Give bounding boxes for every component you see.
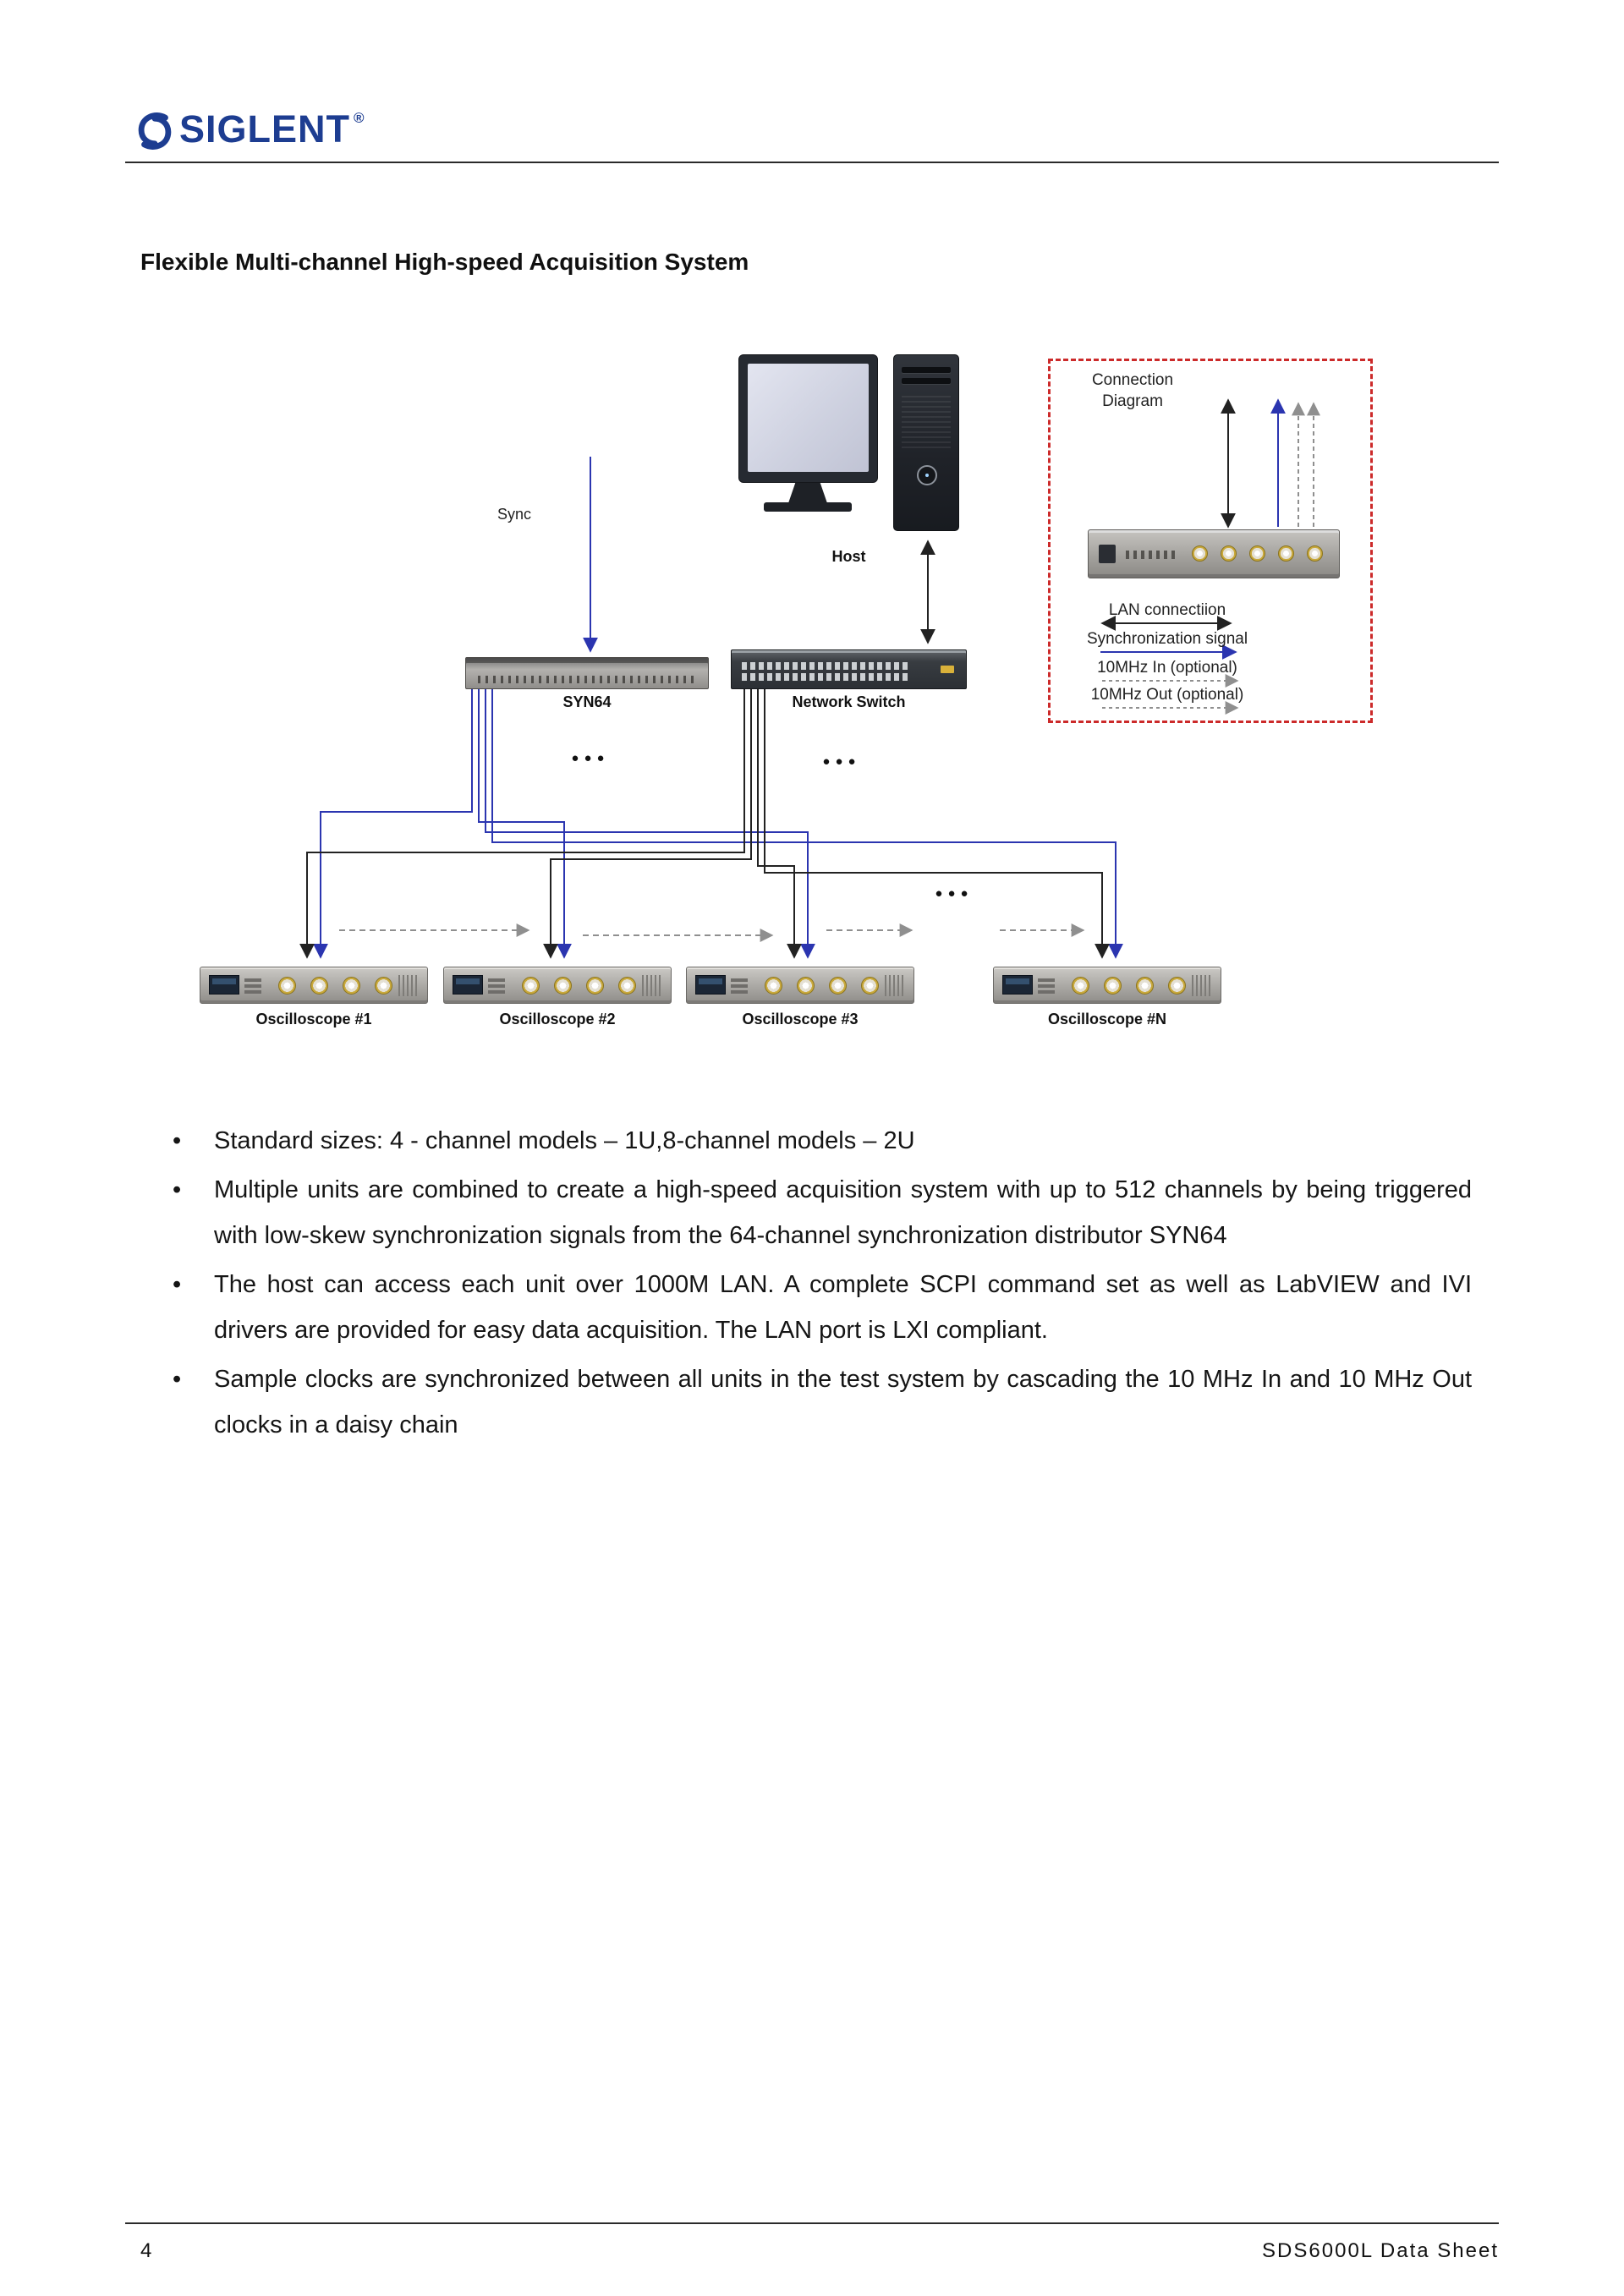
mini-device-ports [1126,551,1177,559]
ellipsis-dots: ●●● [571,751,610,765]
legend-lan: LAN connectiion [1108,601,1226,619]
bnc-connector-icon [554,977,572,995]
bnc-connector-icon [343,977,360,995]
bnc-connector-icon [1192,545,1208,562]
siglent-logo [134,108,365,152]
bnc-connector-icon [829,977,847,995]
bullet-marker: • [173,1127,182,1154]
tower-vent-grid [902,392,951,448]
sync-label: Sync [497,506,532,523]
bnc-connector-icon [1104,977,1122,995]
switch-port-row [742,673,911,681]
bnc-connector-icon [618,977,636,995]
scope-screen [1002,975,1033,995]
bullet-item [140,1118,1472,1164]
oscilloscope-1-label: Oscilloscope #1 [255,1011,372,1027]
oscilloscope-3-device [686,967,914,1004]
scope-keys [244,977,261,994]
bullet-text: Sample clocks are synchronized between all units in the test system by cascading the 10 MHz In and 10 MHz Out clocks in a daisy chain [214,1366,1472,1438]
ellipsis-dots: ●●● [935,886,974,901]
scope-vent [885,975,905,996]
acquisition-system-diagram [0,338,1624,1082]
footer-doc-title: SDS6000L Data Sheet [1262,2239,1499,2262]
oscilloscope-n-label: Oscilloscope #N [1047,1011,1167,1027]
bnc-connector-icon [1278,545,1294,562]
bnc-connector-icon [861,977,879,995]
bullet-text: Standard sizes: 4 - channel models – 1U,8-channel models – 2U [214,1127,915,1154]
page-title: Flexible Multi-channel High-speed Acquisition System [140,249,749,275]
bnc-connector-icon [1072,977,1089,995]
bnc-connector-icon [765,977,782,995]
bnc-connector-icon [1168,977,1186,995]
bullet-item [140,1356,1472,1448]
connection-box-title-line1: Connection [1091,371,1174,389]
legend-10mhz-out: 10MHz Out (optional) [1090,686,1244,704]
header-rule [125,162,1499,163]
host-monitor-base [764,502,852,512]
syn64-device [465,657,709,689]
host-tower [893,354,959,531]
bnc-connector-icon [522,977,540,995]
scope-keys [731,977,748,994]
legend-10mhz-in: 10MHz In (optional) [1097,659,1237,677]
scope-vent [398,975,419,996]
scope-screen [453,975,483,995]
connection-diagram-box [1048,359,1373,723]
oscilloscope-2-device [443,967,672,1004]
bullet-item [140,1262,1472,1353]
scope-screen [209,975,239,995]
bullet-item [140,1167,1472,1258]
oscilloscope-n-device [993,967,1221,1004]
scope-keys [488,977,505,994]
bullet-text: Multiple units are combined to create a high-speed acquisition system with up to 512 channels by being triggered with low-skew synchronization signals from the 64-channel synchronization distributor SYN64 [214,1176,1472,1249]
bullet-marker: • [173,1271,182,1298]
legend-sync-signal: Synchronization signal [1086,630,1248,648]
bnc-connector-icon [1249,545,1265,562]
tower-drive-bay [902,367,951,373]
ellipsis-dots: ●●● [822,754,861,769]
feature-bullet-list [140,1118,1477,1451]
footer-page-number: 4 [140,2239,152,2262]
siglent-swirl-icon [134,110,176,152]
network-switch-label: Network Switch [792,693,906,710]
bnc-connector-icon [1136,977,1154,995]
bnc-connector-icon [1307,545,1323,562]
syn64-ports [478,676,696,683]
bnc-connector-icon [375,977,392,995]
oscilloscope-3-label: Oscilloscope #3 [742,1011,859,1027]
footer-rule [125,2222,1499,2224]
oscilloscope-1-device [200,967,428,1004]
tower-drive-bay [902,378,951,384]
logo-text: SIGLENT [179,107,351,151]
host-monitor [738,354,878,483]
bnc-connector-icon [310,977,328,995]
switch-port-row [742,662,911,670]
switch-led [941,666,954,673]
tower-power-button [917,465,937,485]
network-switch-device [731,649,967,689]
registered-mark: ® [354,110,365,126]
oscilloscope-2-label: Oscilloscope #2 [499,1011,616,1027]
bullet-text: The host can access each unit over 1000M LAN. A complete SCPI command set as well as LabVIEW and IVI drivers are provided for easy data acquisition. The LAN port is LXI compliant. [214,1271,1472,1344]
host-label: Host [831,548,866,565]
connection-box-title-line2: Diagram [1102,392,1163,410]
syn64-label: SYN64 [562,693,612,710]
scope-vent [642,975,662,996]
bullet-marker: • [173,1366,182,1393]
bnc-connector-icon [1221,545,1237,562]
mini-device-power [1099,545,1116,563]
bullet-marker: • [173,1176,182,1203]
scope-screen [695,975,726,995]
bnc-connector-icon [278,977,296,995]
scope-vent [1192,975,1212,996]
scope-keys [1038,977,1055,994]
bnc-connector-icon [797,977,815,995]
host-monitor-screen [748,364,869,472]
bnc-connector-icon [586,977,604,995]
connection-box-device [1088,529,1340,578]
